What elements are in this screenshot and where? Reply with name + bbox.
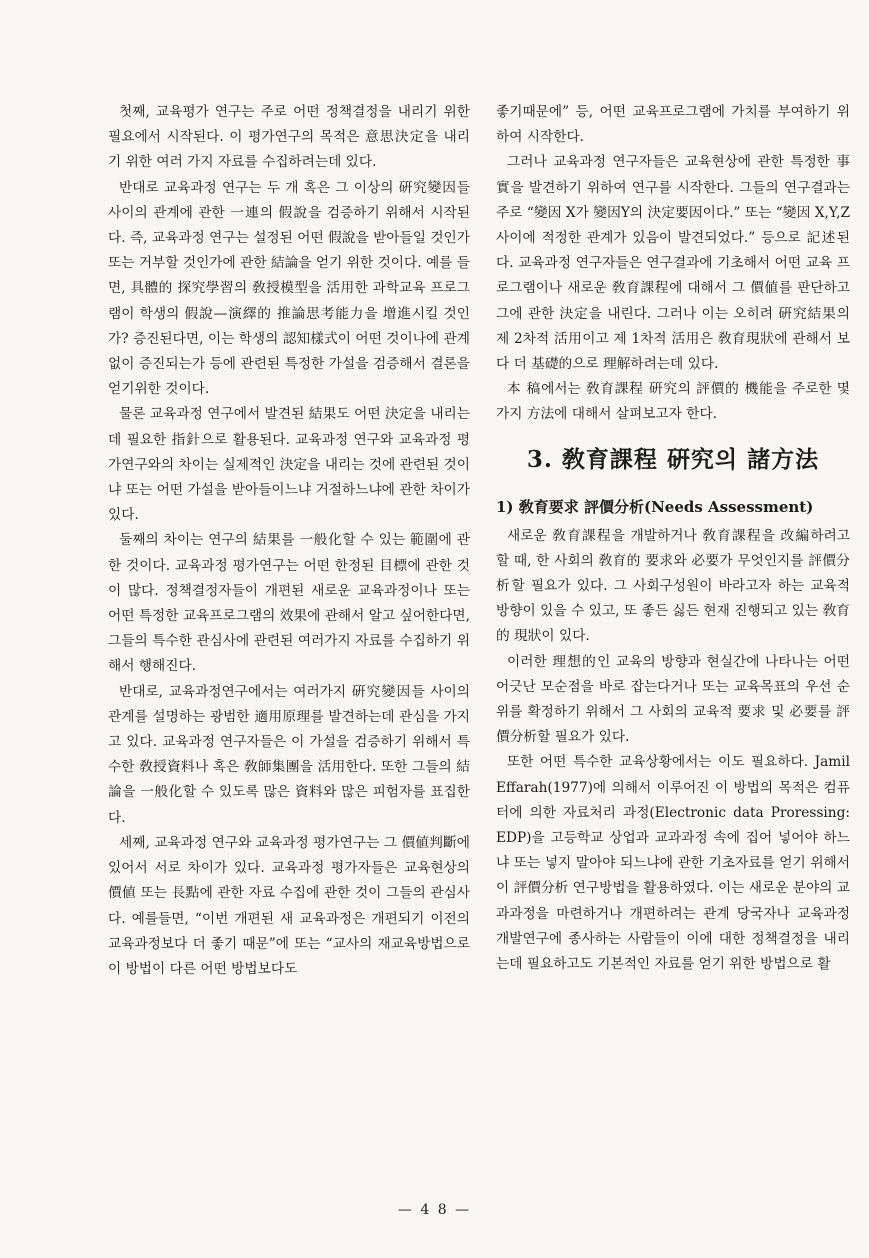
paragraph: 이러한 理想的인 교육의 방향과 현실간에 나타나는 어떤 어긋난 모순점을 바로 잡는다거나 또는 교육목표의 우선 순위를 확정하기 위해서 그 사회의 교육적 要求 및 必要를 評價分析할 필요가 있다. <box>496 653 850 746</box>
right-column <box>496 100 850 977</box>
subsection-title: 1) 敎育要求 評價分析(Needs Assessment) <box>496 497 814 516</box>
paragraph: 그러나 교육과정 연구자들은 교육현상에 관한 특정한 事實을 발견하기 위하여 연구를 시작한다. 그들의 연구결과는 주로 “變因 X가 變因Y의 決定要因이다.” 또는 “變因 X,Y,Z 사이에 적정한 관계가 있음이 발견되었다.” 등으로 記述된다. 교육과정 연구자들은 연구결과에 기초해서 어떤 교육 프로그램이나 새로운 敎育課程에 대해서 그 價値를 판단하고 그에 관한 決定을 내린다. 그러나 이는 오히려 硏究結果의 제 2차적 活用이고 제 1차적 活用은 敎育現狀에 관해서 보다 더 基礎的으로 理解하려는데 있다. <box>496 154 850 373</box>
paragraph: 첫째, 교육평가 연구는 주로 어떤 정책결정을 내리기 위한 필요에서 시작된다. 이 평가연구의 목적은 意思決定을 내리기 위한 여러 가지 자료를 수집하려는데 있다. <box>108 104 470 171</box>
paragraph: 물론 교육과정 연구에서 발견된 結果도 어떤 決定을 내리는 데 필요한 指針으로 활용된다. 교육과정 연구와 교육과정 평가연구와의 차이는 실제적인 決定을 내리는 것에 관련된 것이냐 또는 어떤 가설을 받아들이느냐 거절하느냐에 관한 차이가 있다. <box>108 406 470 524</box>
section-title: 3. 敎育課程 硏究의 諸方法 <box>526 445 820 473</box>
page-number: — 4 8 — <box>397 1202 472 1218</box>
paragraph: 또한 어떤 특수한 교육상황에서는 이도 필요하다. Jamil Effarah(1977)에 의해서 이루어진 이 방법의 목적은 컴퓨터에 의한 자료처리 과정(Electronic data Proressing: EDP)을 고등학교 상업과 교과과정 속에 집어 넣어야 하느냐 또는 넣지 말아야 되느냐에 관한 기초자료를 얻기 위해서 이 評價分析 연구방법을 활용하였다. 이는 새로운 분야의 교과과정을 마련하거나 개편하려는 관계 당국자나 교육과정 개발연구에 종사하는 사람들이 이에 대한 정책결정을 내리는데 필요하고도 기본적인 자료를 얻기 위한 방법으로 활 <box>496 754 851 973</box>
paragraph: 반대로, 교육과정연구에서는 여러가지 硏究變因들 사이의 관계를 설명하는 광범한 適用原理를 발견하는데 관심을 가지고 있다. 교육과정 연구자들은 이 가설을 검증하기 위해서 특수한 敎授資料나 혹은 敎師集團을 活用한다. 또한 그들의 結論을 一般化할 수 있도록 많은 資料와 많은 피험자를 표집한다. <box>108 683 470 826</box>
paragraph: 둘째의 차이는 연구의 結果를 一般化할 수 있는 範圍에 관한 것이다. 교육과정 평가연구는 어떤 한정된 目標에 관한 것이 많다. 정책결정자들이 개편된 새로운 교육과정이나 또는 어떤 특정한 교육프로그램의 效果에 관해서 알고 싶어한다면, 그들의 특수한 관심사에 관련된 여러가지 자료를 수집하기 위해서 행해진다. <box>108 532 470 675</box>
paragraph: 반대로 교육과정 연구는 두 개 혹은 그 이상의 硏究變因들 사이의 관계에 관한 一連의 假說을 검증하기 위해서 시작된다. 즉, 교육과정 연구는 설정된 어떤 假說을 받아들일 것인가 또는 거부할 것인가에 관한 結論을 얻기 위한 것이다. 예를 들면, 具體的 探究學習의 敎授模型을 活用한 과학교육 프로그램이 학생의 假說—演繹的 推論思考能力을 增進시킬 것인가? 증진된다면, 이는 학생의 認知樣式이 어떤 것이나에 관계없이 증진되는가 등에 관련된 특정한 가설을 검증해서 결론을 얻기위한 것이다. <box>108 179 470 398</box>
left-column <box>108 100 470 982</box>
paragraph: 本 稿에서는 敎育課程 硏究의 評價的 機能을 주로한 몇 가지 方法에 대해서 살펴보고자 한다. <box>496 381 850 423</box>
paragraph: 좋기때문에” 등, 어떤 교육프로그램에 가치를 부여하기 위하여 시작한다. <box>496 104 850 146</box>
paragraph: 새로운 敎育課程을 개발하거나 敎育課程을 改編하려고 할 때, 한 사회의 敎育的 要求와 必要가 무엇인지를 評價分析할 필요가 있다. 그 사회구성원이 바라고자 하는 교육적 방향이 있을 수 있고, 또 좋든 싫든 현재 진행되고 있는 敎育的 現狀이 있다. <box>496 527 850 645</box>
paragraph: 세째, 교육과정 연구와 교육과정 평가연구는 그 價値判斷에 있어서 서로 차이가 있다. 교육과정 평가자들은 교육현상의 價値 또는 長點에 관한 자료 수집에 관한 것이 그들의 관심사다. 예를들면, “이번 개편된 새 교육과정은 개편되기 이전의 교육과정보다 더 좋기 때문”에 또는 “교사의 재교육방법으로 이 방법이 다른 어떤 방법보다도 <box>108 834 470 977</box>
